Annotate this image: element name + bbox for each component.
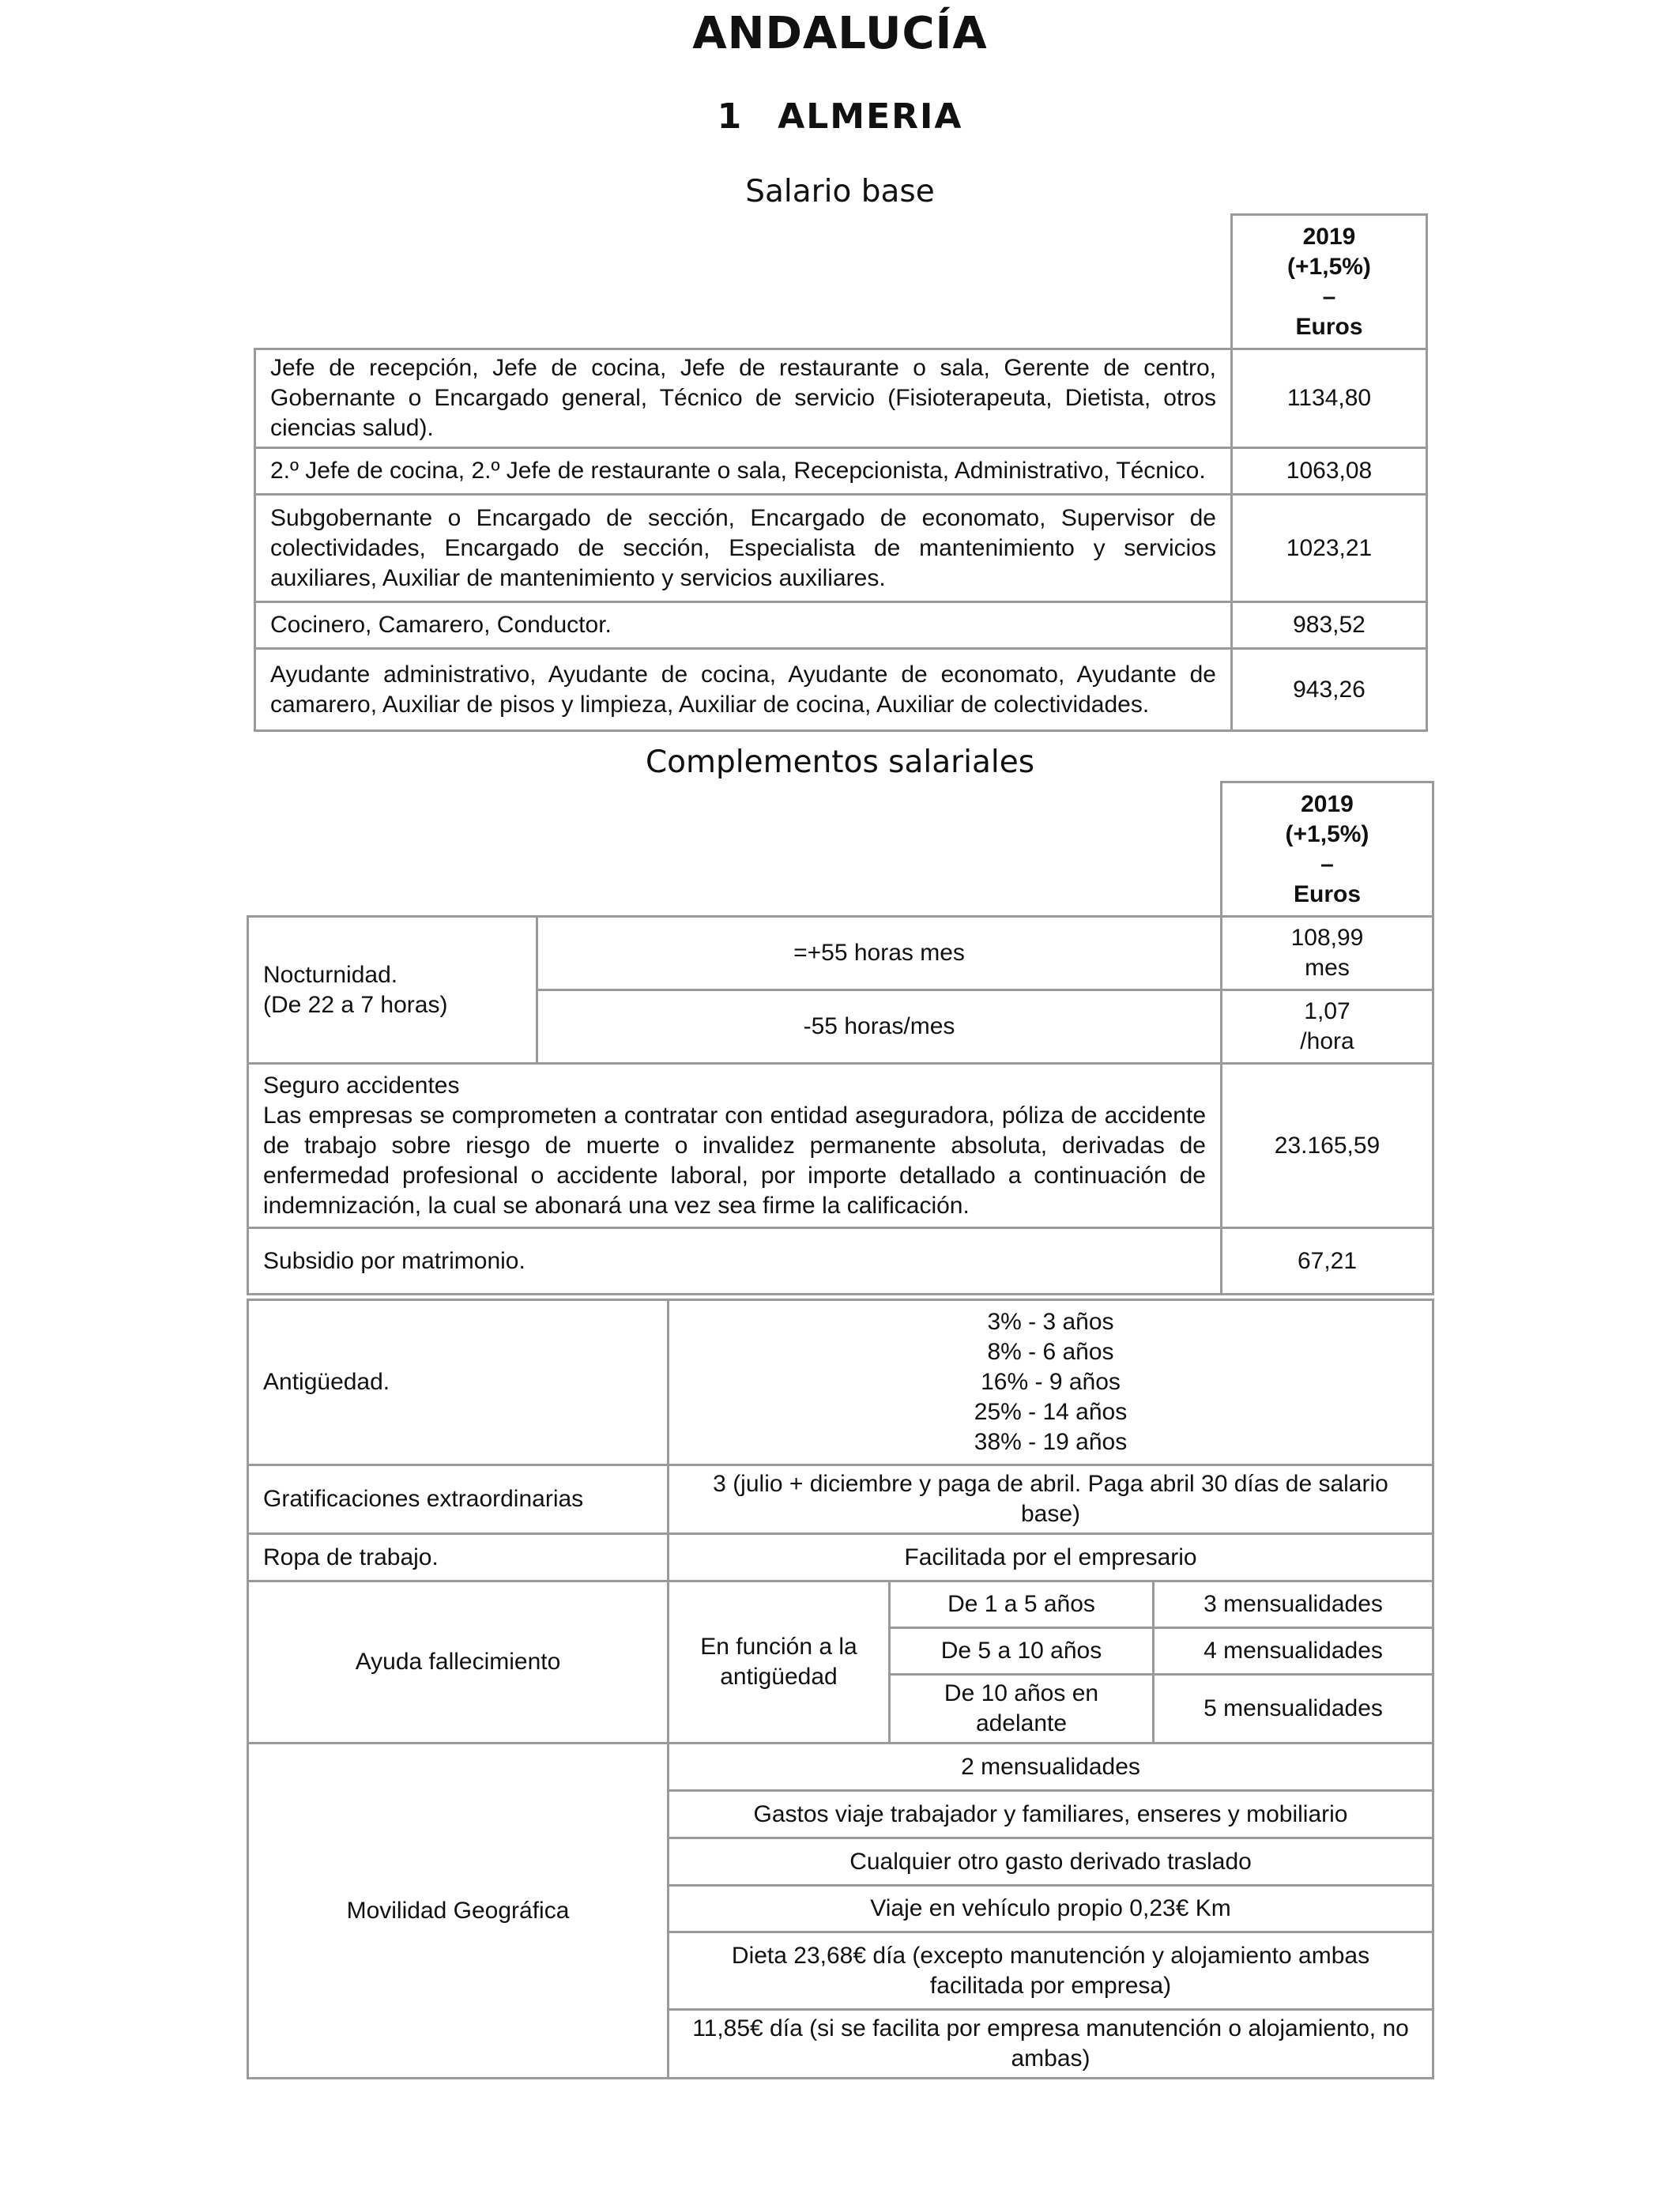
ropa-value: Facilitada por el empresario xyxy=(669,1534,1433,1581)
antiguedad-value: 25% - 14 años xyxy=(974,1399,1128,1425)
nocturnidad-amount: 108,99 xyxy=(1290,925,1364,951)
table-row xyxy=(255,349,1427,448)
complementos-header-increase: (+1,5%) xyxy=(1285,820,1369,847)
antiguedad-values xyxy=(669,1300,1433,1465)
salario-header xyxy=(1232,215,1427,349)
complementos-table-bottom xyxy=(247,1299,1434,2079)
category-cell: Ayudante administrativo, Ayudante de cocina, Ayudante de economato, Ayudante de camarero, Auxiliar de pisos y limpieza, Auxiliar de cocina, Auxiliar de colectividades. xyxy=(255,649,1232,731)
table-row xyxy=(248,1581,1433,1628)
category-cell: Subgobernante o Encargado de sección, Encargado de economato, Supervisor de colectividades, Encargado de sección, Especialista de mantenimiento y servicios auxiliares, Auxiliar de mantenimiento y servicios auxiliares. xyxy=(255,495,1232,602)
movilidad-item: 2 mensualidades xyxy=(669,1744,1433,1791)
fallecimiento-amount: 3 mensualidades xyxy=(1154,1581,1433,1628)
amount-cell: 943,26 xyxy=(1232,649,1427,731)
fallecimiento-period: De 1 a 5 años xyxy=(890,1581,1154,1628)
ropa-label: Ropa de trabajo. xyxy=(248,1534,669,1581)
fallecimiento-basis: En función a la antigüedad xyxy=(669,1581,890,1744)
nocturnidad-condition: -55 horas/mes xyxy=(537,990,1222,1064)
movilidad-item: Cualquier otro gasto derivado traslado xyxy=(669,1838,1433,1886)
province-title xyxy=(0,96,1680,137)
table-row xyxy=(248,1534,1433,1581)
antiguedad-value: 3% - 3 años xyxy=(987,1309,1114,1335)
salario-base-table xyxy=(254,213,1428,732)
nocturnidad-label-cell xyxy=(248,917,537,1064)
fallecimiento-amount: 4 mensualidades xyxy=(1154,1628,1433,1675)
seguro-cell xyxy=(248,1064,1222,1228)
table-row xyxy=(255,649,1427,731)
province-name: ALMERIA xyxy=(778,96,963,137)
region-title: ANDALUCÍA xyxy=(692,8,988,59)
table-row xyxy=(248,1228,1433,1295)
seguro-amount: 23.165,59 xyxy=(1222,1064,1433,1228)
complementos-header-year: 2019 xyxy=(1301,790,1354,817)
table-row xyxy=(255,448,1427,495)
seguro-text: Las empresas se comprometen a contratar con entidad aseguradora, póliza de accidente de trabajo sobre riesgo de muerte o invalidez permanente absoluta, derivadas de enfermedad profesional o accidente laboral, por importe detallado a continuación de indemnización, la cual se abonará una vez sea firme la calificación. xyxy=(263,1102,1206,1219)
table-row xyxy=(248,917,1433,990)
antiguedad-value: 16% - 9 años xyxy=(981,1369,1121,1395)
table-row xyxy=(255,495,1427,602)
salario-header-year: 2019 xyxy=(1302,223,1356,250)
table-row xyxy=(255,602,1427,649)
fallecimiento-period: De 10 años en adelante xyxy=(890,1675,1154,1744)
antiguedad-label: Antigüedad. xyxy=(248,1300,669,1465)
salario-header-increase: (+1,5%) xyxy=(1287,253,1371,280)
complementos-header-unit: Euros xyxy=(1293,880,1362,907)
seguro-label: Seguro accidentes xyxy=(263,1072,460,1099)
fallecimiento-label: Ayuda fallecimiento xyxy=(248,1581,669,1744)
nocturnidad-label: Nocturnidad. xyxy=(263,961,398,988)
nocturnidad-condition: =+55 horas mes xyxy=(537,917,1222,990)
category-cell: Jefe de recepción, Jefe de cocina, Jefe de restaurante o sala, Gerente de centro, Gobernante o Encargado general, Técnico de servicio (Fisioterapeuta, Dietista, otros ciencias salud). xyxy=(255,349,1232,448)
nocturnidad-unit: /hora xyxy=(1300,1028,1354,1054)
movilidad-label: Movilidad Geográfica xyxy=(248,1744,669,2079)
antiguedad-value: 38% - 19 años xyxy=(974,1429,1128,1455)
complementos-table-top xyxy=(247,781,1434,1295)
amount-cell: 1023,21 xyxy=(1232,495,1427,602)
fallecimiento-period: De 5 a 10 años xyxy=(890,1628,1154,1675)
complementos-title: Complementos salariales xyxy=(645,745,1035,780)
salario-header-unit: Euros xyxy=(1295,313,1363,340)
table-row xyxy=(248,1465,1433,1534)
movilidad-item: Viaje en vehículo propio 0,23€ Km xyxy=(669,1886,1433,1932)
gratificaciones-value: 3 (julio + diciembre y paga de abril. Paga abril 30 días de salario base) xyxy=(669,1465,1433,1534)
province-number: 1 xyxy=(717,96,744,137)
antiguedad-value: 8% - 6 años xyxy=(987,1339,1114,1365)
matrimonio-amount: 67,21 xyxy=(1222,1228,1433,1295)
matrimonio-label: Subsidio por matrimonio. xyxy=(248,1228,1222,1295)
amount-cell: 1134,80 xyxy=(1232,349,1427,448)
fallecimiento-amount: 5 mensualidades xyxy=(1154,1675,1433,1744)
table-row xyxy=(248,1300,1433,1465)
nocturnidad-amount-cell xyxy=(1222,990,1433,1064)
salario-base-title: Salario base xyxy=(745,174,935,209)
table-row xyxy=(248,1744,1433,1791)
complementos-header-dash: – xyxy=(1320,850,1334,877)
amount-cell: 1063,08 xyxy=(1232,448,1427,495)
amount-cell: 983,52 xyxy=(1232,602,1427,649)
gratificaciones-label: Gratificaciones extraordinarias xyxy=(248,1465,669,1534)
movilidad-item: 11,85€ día (si se facilita por empresa manutención o alojamiento, no ambas) xyxy=(669,2010,1433,2079)
complementos-header xyxy=(1222,782,1433,917)
movilidad-item: Dieta 23,68€ día (excepto manutención y alojamiento ambas facilitada por empresa) xyxy=(669,1932,1433,2010)
nocturnidad-unit: mes xyxy=(1305,955,1350,981)
nocturnidad-amount: 1,07 xyxy=(1304,998,1350,1024)
nocturnidad-hours: (De 22 a 7 horas) xyxy=(263,991,448,1018)
category-cell: 2.º Jefe de cocina, 2.º Jefe de restaurante o sala, Recepcionista, Administrativo, Técnico. xyxy=(255,448,1232,495)
table-row xyxy=(248,1064,1433,1228)
movilidad-item: Gastos viaje trabajador y familiares, enseres y mobiliario xyxy=(669,1791,1433,1838)
nocturnidad-amount-cell xyxy=(1222,917,1433,990)
category-cell: Cocinero, Camarero, Conductor. xyxy=(255,602,1232,649)
salario-header-dash: – xyxy=(1322,283,1336,310)
